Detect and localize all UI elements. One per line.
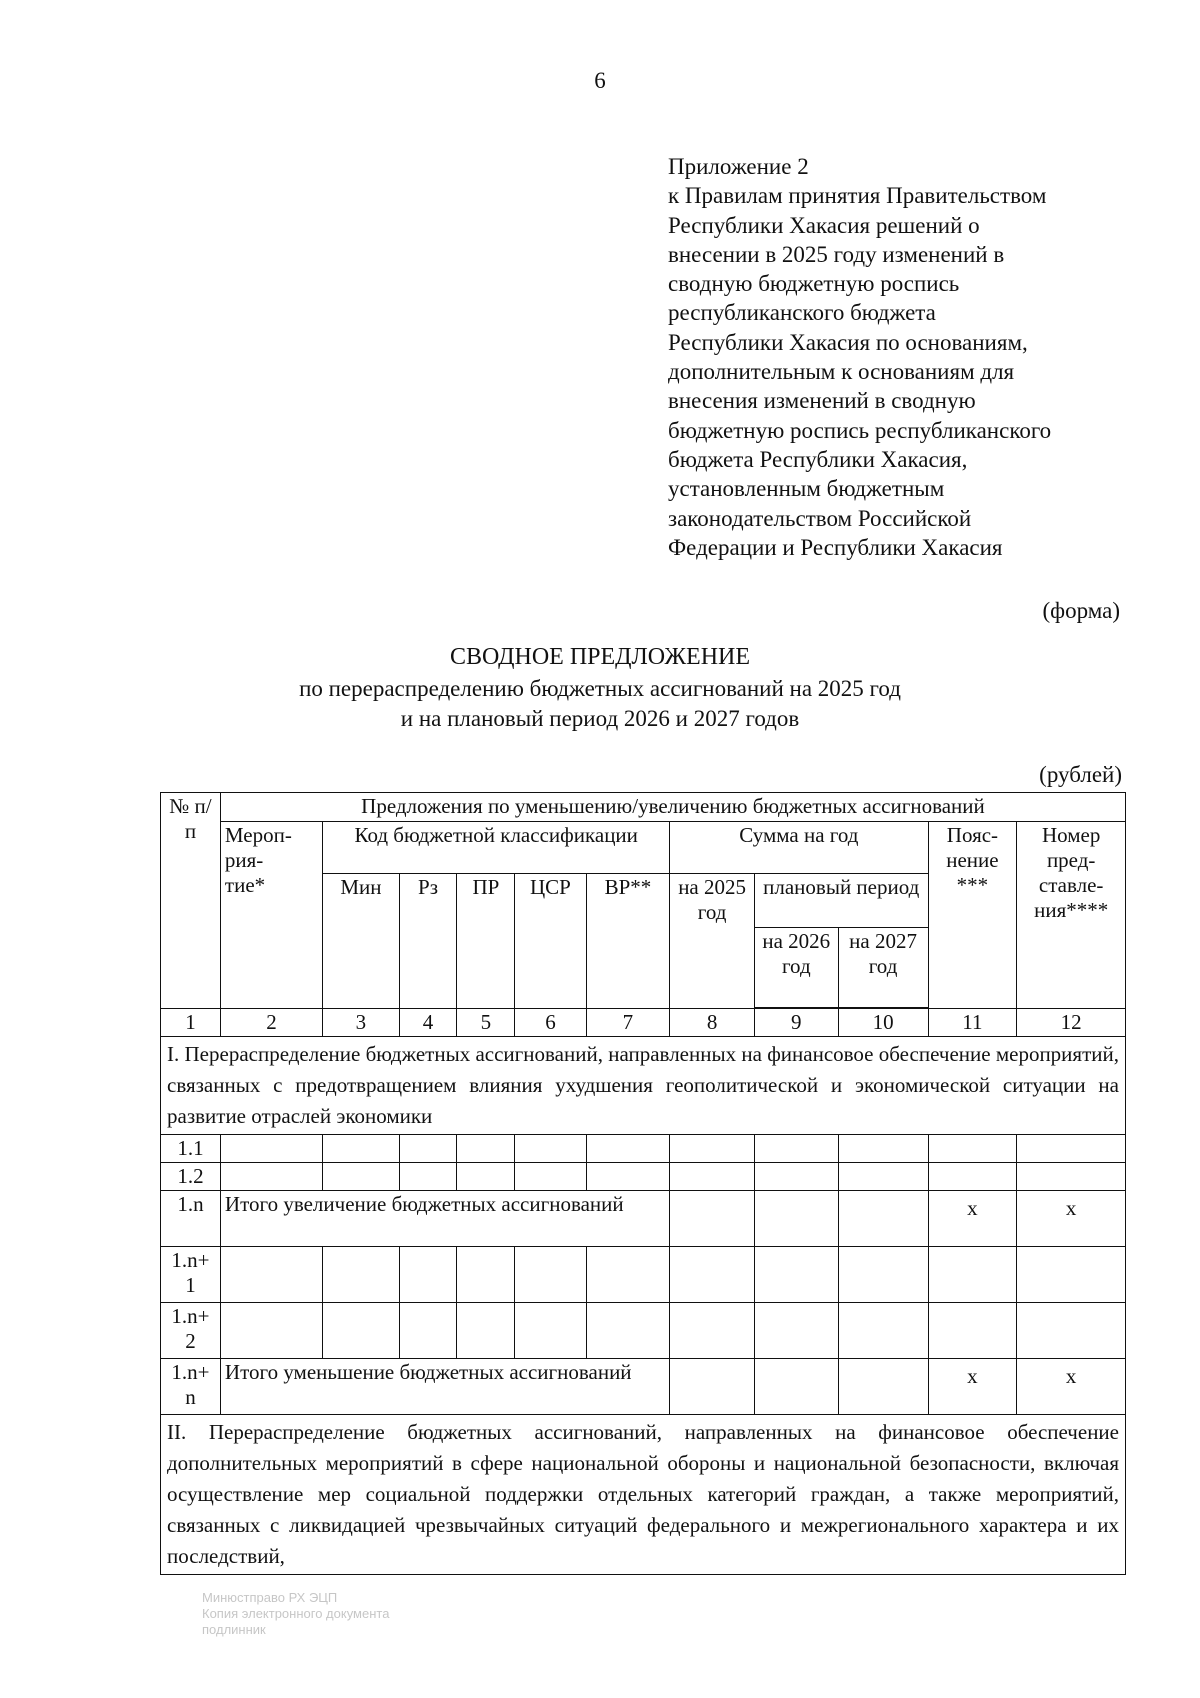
x-mark: x (967, 1364, 978, 1388)
appendix-line: Республики Хакасия по основаниям, (668, 329, 1028, 355)
row-label: 1.n+ 2 (161, 1303, 221, 1359)
col-number: 11 (928, 1009, 1017, 1037)
watermark-line: Минюстправо РХ ЭЦП (202, 1590, 338, 1605)
header-explanation (928, 822, 1017, 1009)
col-number: 9 (754, 1009, 838, 1037)
header-proposals: Предложения по уменьшению/увеличению бюджетных ассигнований (220, 793, 1125, 822)
watermark-line: Копия электронного документа (202, 1606, 390, 1621)
row-label: 1.n+ 1 (161, 1247, 221, 1303)
header-submission-number (1017, 822, 1126, 1009)
stamp-watermark (202, 1590, 389, 1638)
header-explanation-line: *** (956, 873, 989, 897)
appendix-line: установленным бюджетным (668, 476, 945, 502)
subtitle-line: по перераспределению бюджетных ассигнований на 2025 год (299, 676, 901, 701)
header-min: Мин (323, 874, 399, 1009)
row-label: 1.2 (161, 1163, 221, 1191)
total-increase-label: Итого увеличение бюджетных ассигнований (220, 1191, 669, 1247)
header-pr: ПР (457, 874, 515, 1009)
header-planned-period: плановый период (754, 874, 928, 928)
header-number-line: ставле- (1038, 873, 1104, 897)
x-mark: x (1065, 1364, 1077, 1388)
appendix-line: внесении в 2025 году изменений в (668, 241, 1005, 267)
row-label: 1.1 (161, 1135, 221, 1163)
row-label: 1.n (161, 1191, 221, 1247)
header-vr: ВР** (586, 874, 670, 1009)
col-number: 3 (323, 1009, 399, 1037)
appendix-line: сводную бюджетную роспись (668, 271, 960, 297)
appendix-line: Республики Хакасия решений о (668, 212, 980, 238)
header-event (220, 822, 322, 1009)
col-number: 7 (586, 1009, 670, 1037)
header-explanation-line: нение (946, 848, 999, 872)
appendix-line: бюджетную роспись республиканского (668, 417, 1052, 443)
x-mark: x (1065, 1196, 1077, 1220)
appendix-line: Федерации и Республики Хакасия (668, 534, 1003, 560)
appendix-line: бюджета Республики Хакасия, (668, 446, 968, 472)
header-year-2027: на 2027 год (838, 928, 928, 1008)
header-number-line: пред- (1046, 848, 1096, 872)
header-rz: Рз (399, 874, 457, 1009)
appendix-header (668, 152, 1138, 562)
header-explanation-line: Пояс- (946, 823, 999, 847)
header-code: Код бюджетной классификации (323, 822, 670, 874)
appendix-line: Приложение 2 (668, 154, 809, 179)
row-label: 1.n+ n (161, 1359, 221, 1415)
col-number: 6 (515, 1009, 586, 1037)
col-number: 1 (161, 1009, 221, 1037)
section-2-heading: II. Перераспределение бюджетных ассигнований, направленных на финансовое обеспечение дополнительных мероприятий в сфере национальной обороны и национальной безопасности, включая осуществление мер социальной поддержки отдельных категорий граждан, а также мероприятий, связанных с ликвидацией чрезвычайных ситуаций федерального и межрегионального характера и их последствий, (161, 1415, 1126, 1575)
header-number-line: ния**** (1034, 898, 1109, 922)
header-year-2026: на 2026 год (754, 928, 838, 1008)
watermark-line: подлинник (202, 1622, 266, 1637)
appendix-line: к Правилам принятия Правительством (668, 183, 1047, 209)
total-decrease-label: Итого уменьшение бюджетных ассигнований (220, 1359, 669, 1415)
budget-table (160, 792, 1126, 1575)
document-title: СВОДНОЕ ПРЕДЛОЖЕНИЕ (449, 644, 751, 670)
header-csr: ЦСР (515, 874, 586, 1009)
header-event-line: рия- (224, 848, 264, 872)
header-no: № п/п (161, 793, 221, 1009)
appendix-line: дополнительным к основаниям для (668, 359, 1015, 385)
units-label: (рублей) (1039, 762, 1122, 787)
document-subtitle (0, 674, 1200, 734)
header-number-line: Номер (1041, 823, 1101, 847)
col-number: 2 (220, 1009, 322, 1037)
header-event-line: Мероп- (224, 823, 292, 847)
section-1-heading: I. Перераспределение бюджетных ассигнований, направленных на финансовое обеспечение мероприятий, связанных с предотвращением влияния ухудшения геополитической и экономической ситуации на развитие отраслей экономики (161, 1037, 1126, 1135)
header-year-2025: на 2025 год (670, 874, 755, 1009)
col-number: 8 (670, 1009, 755, 1037)
subtitle-line: и на плановый период 2026 и 2027 годов (400, 706, 800, 731)
page-number: 6 (594, 68, 606, 93)
appendix-line: республиканского бюджета (668, 300, 936, 326)
col-number: 10 (838, 1009, 928, 1037)
appendix-line: внесения изменений в сводную (668, 388, 976, 414)
form-label: (форма) (1042, 598, 1120, 623)
appendix-line: законодательством Российской (668, 505, 972, 531)
col-number: 4 (399, 1009, 457, 1037)
col-number: 5 (457, 1009, 515, 1037)
col-number: 12 (1017, 1009, 1126, 1037)
header-sum: Сумма на год (670, 822, 928, 874)
header-event-line: тие* (224, 873, 266, 897)
x-mark: x (967, 1196, 978, 1220)
